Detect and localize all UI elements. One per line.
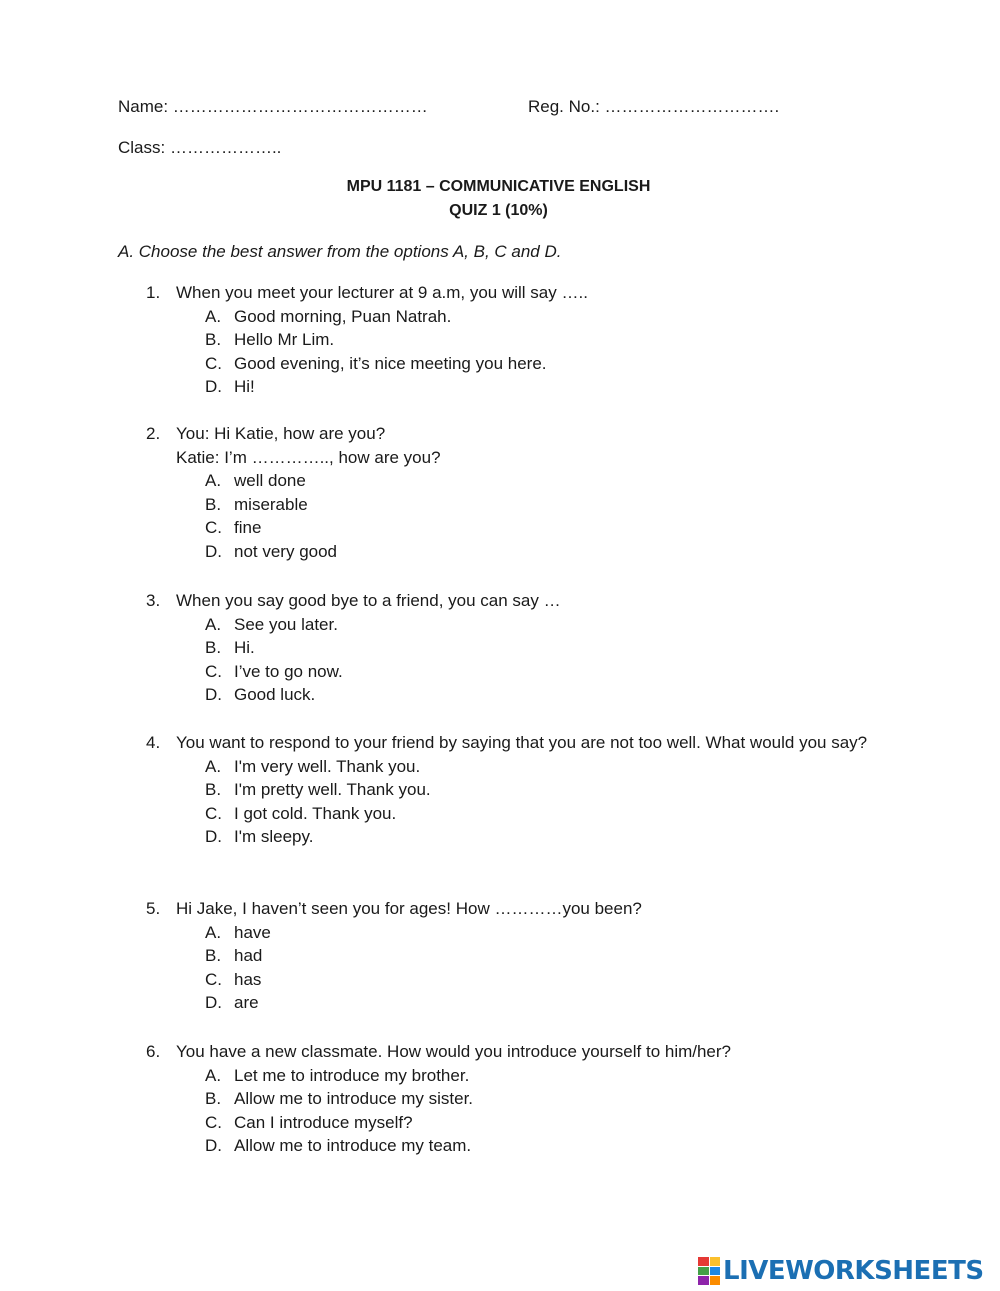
question-text: You want to respond to your friend by saying that you are not too well. What would you say? xyxy=(176,733,868,752)
option-d[interactable]: D. Good luck. xyxy=(205,685,316,705)
option-c[interactable]: C. Good evening, it’s nice meeting you here. xyxy=(205,353,547,373)
option-d[interactable]: D. are xyxy=(205,993,259,1013)
question-text: You: Hi Katie, how are you? xyxy=(176,424,386,443)
option-b[interactable]: B. Hi. xyxy=(205,638,255,658)
question-5 xyxy=(146,897,876,1015)
option-d[interactable]: D. Hi! xyxy=(205,377,255,397)
option-b[interactable]: B. Hello Mr Lim. xyxy=(205,330,335,350)
question-text: You have a new classmate. How would you introduce yourself to him/her? xyxy=(176,1042,732,1061)
option-d[interactable]: D. Allow me to introduce my team. xyxy=(205,1136,472,1156)
option-a[interactable]: A. have xyxy=(205,922,271,942)
question-number: 5. xyxy=(146,899,161,918)
question-3 xyxy=(146,589,876,707)
section-instruction: A. Choose the best answer from the options A, B, C and D. xyxy=(118,242,562,261)
question-number: 1. xyxy=(146,283,161,302)
question-number: 3. xyxy=(146,591,161,610)
option-a[interactable]: A. well done xyxy=(205,471,306,491)
class-field-label: Class: ……………….. xyxy=(118,138,282,157)
question-4 xyxy=(146,731,876,849)
logo-text: LIVEWORKSHEETS xyxy=(723,1256,984,1286)
question-text: When you meet your lecturer at 9 a.m, you will say ….. xyxy=(176,283,588,302)
option-c[interactable]: C. I got cold. Thank you. xyxy=(205,803,397,823)
option-c[interactable]: C. Can I introduce myself? xyxy=(205,1112,413,1132)
option-a[interactable]: A. I'm very well. Thank you. xyxy=(205,756,421,776)
document-title: MPU 1181 – COMMUNICATIVE ENGLISH xyxy=(346,178,651,195)
liveworksheets-logo-icon xyxy=(698,1257,720,1285)
liveworksheets-logo[interactable] xyxy=(698,1254,984,1288)
option-b[interactable]: B. miserable xyxy=(205,494,308,514)
option-b[interactable]: B. Allow me to introduce my sister. xyxy=(205,1089,474,1109)
question-text: When you say good bye to a friend, you can say … xyxy=(176,591,561,610)
option-b[interactable]: B. had xyxy=(205,946,263,966)
reg-no-field-label: Reg. No.: …………………………. xyxy=(528,97,780,116)
question-text: Hi Jake, I haven’t seen you for ages! How …………you been? xyxy=(176,899,642,918)
name-field-label: Name: ……………………………………… xyxy=(118,97,428,116)
document-subtitle: QUIZ 1 (10%) xyxy=(449,202,548,219)
option-b[interactable]: B. I'm pretty well. Thank you. xyxy=(205,780,431,800)
option-d[interactable]: D. not very good xyxy=(205,541,338,561)
question-number: 6. xyxy=(146,1042,161,1061)
option-c[interactable]: C. fine xyxy=(205,518,262,538)
option-a[interactable]: A. Good morning, Puan Natrah. xyxy=(205,306,452,326)
option-c[interactable]: C. has xyxy=(205,969,262,989)
option-d[interactable]: D. I'm sleepy. xyxy=(205,827,314,847)
question-number: 4. xyxy=(146,733,161,752)
question-2 xyxy=(146,422,876,564)
question-1 xyxy=(146,281,876,399)
question-number: 2. xyxy=(146,424,161,443)
question-6 xyxy=(146,1040,876,1158)
option-c[interactable]: C. I’ve to go now. xyxy=(205,661,343,681)
option-a[interactable]: A. Let me to introduce my brother. xyxy=(205,1065,470,1085)
question-subtext: Katie: I’m ………….., how are you? xyxy=(176,447,441,467)
option-a[interactable]: A. See you later. xyxy=(205,614,338,634)
